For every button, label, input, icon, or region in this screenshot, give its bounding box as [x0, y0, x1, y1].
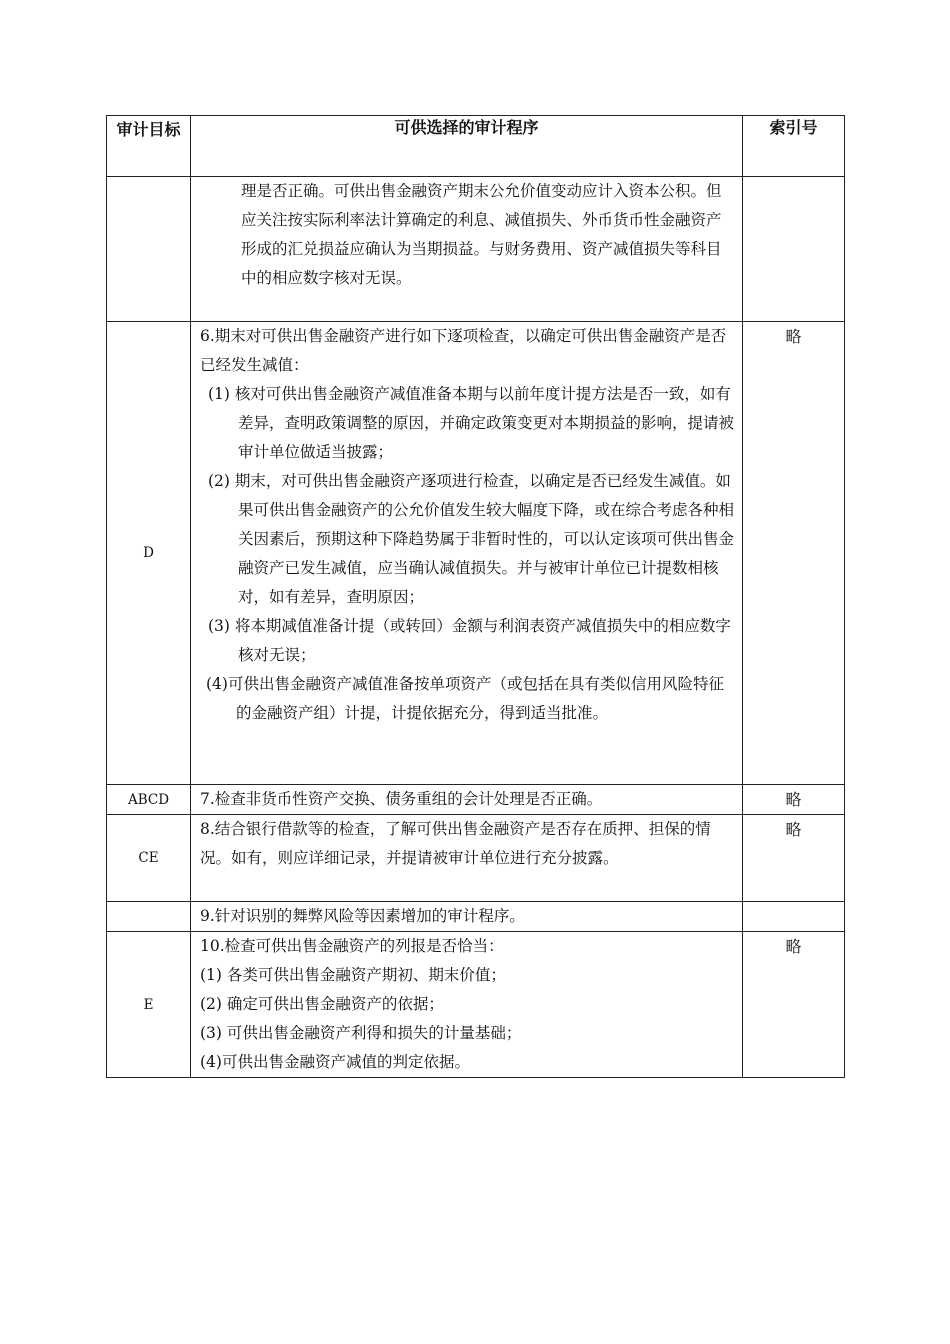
objective-cell: D: [107, 322, 191, 785]
objective-cell: [107, 902, 191, 932]
procedure-cell: [191, 902, 743, 932]
reference-cell: 略: [743, 785, 845, 815]
reference-cell: 略: [743, 932, 845, 1078]
procedure-text: 7.检查非货币性资产交换、债务重组的会计处理是否正确。: [200, 790, 603, 808]
audit-procedure-table: [106, 115, 845, 1078]
header-reference: 索引号: [743, 116, 845, 177]
procedure-cell: [191, 177, 743, 322]
procedure-text: 8.结合银行借款等的检查，了解可供出售金融资产是否存在质押、担保的情况。如有，则应详细记录，并提请被审计单位进行充分披露。: [200, 820, 711, 867]
procedure-subitem: (1) 各类可供出售金融资产期初、期末价值；: [200, 966, 506, 984]
procedure-subitem: (2) 确定可供出售金融资产的依据；: [200, 995, 444, 1013]
reference-cell: 略: [743, 815, 845, 902]
table-row: [107, 815, 845, 902]
procedure-subitem: (1) 核对可供出售金融资产减值准备本期与以前年度计提方法是否一致，如有差异，查明政策调整的原因，并确定政策变更对本期损益的影响，提请被审计单位做适当披露；: [208, 385, 735, 461]
procedure-cell: [191, 785, 743, 815]
procedure-text: 9.针对识别的舞弊风险等因素增加的审计程序。: [200, 907, 525, 925]
objective-cell: [107, 177, 191, 322]
procedure-subitem: (2) 期末，对可供出售金融资产逐项进行检查，以确定是否已经发生减值。如果可供出售金融资产的公允价值发生较大幅度下降，或在综合考虑各种相关因素后，预期这种下降趋势属于非暂时性的，可以认定该项可供出售金融资产已发生减值，应当确认减值损失。并与被审计单位已计提数相核对，如有差异，查明原因；: [208, 472, 735, 606]
objective-cell: E: [107, 932, 191, 1078]
procedure-subitem: (4)可供出售金融资产减值准备按单项资产（或包括在具有类似信用风险特征的金融资产组）计提，计提依据充分，得到适当批准。: [206, 675, 724, 722]
objective-cell: ABCD: [107, 785, 191, 815]
reference-cell: 略: [743, 322, 845, 785]
procedure-cell: [191, 932, 743, 1078]
table-header-row: [107, 116, 845, 177]
objective-cell: CE: [107, 815, 191, 902]
procedure-text: 6.期末对可供出售金融资产进行如下逐项检查，以确定可供出售金融资产是否已经发生减值：: [200, 327, 727, 374]
table-row: [107, 785, 845, 815]
table-row: [107, 932, 845, 1078]
procedure-text: 10.检查可供出售金融资产的列报是否恰当：: [200, 937, 504, 955]
procedure-cell: [191, 815, 743, 902]
procedure-subitem: (3) 将本期减值准备计提（或转回）金额与利润表资产减值损失中的相应数字核对无误；: [208, 617, 731, 664]
header-objective: 审计目标: [107, 116, 191, 177]
procedure-subitem: (4)可供出售金融资产减值的判定依据。: [200, 1053, 470, 1071]
reference-cell: [743, 177, 845, 322]
table-row: [107, 902, 845, 932]
reference-cell: [743, 902, 845, 932]
table-row: [107, 177, 845, 322]
procedure-subitem: (3) 可供出售金融资产利得和损失的计量基础；: [200, 1024, 522, 1042]
procedure-text: 理是否正确。可供出售金融资产期末公允价值变动应计入资本公积。但应关注按实际利率法计算确定的利息、减值损失、外币货币性金融资产形成的汇兑损益应确认为当期损益。与财务费用、资产减值损失等科目中的相应数字核对无误。: [241, 182, 722, 287]
header-procedure: 可供选择的审计程序: [191, 116, 743, 177]
table-row: [107, 322, 845, 785]
procedure-cell: [191, 322, 743, 785]
